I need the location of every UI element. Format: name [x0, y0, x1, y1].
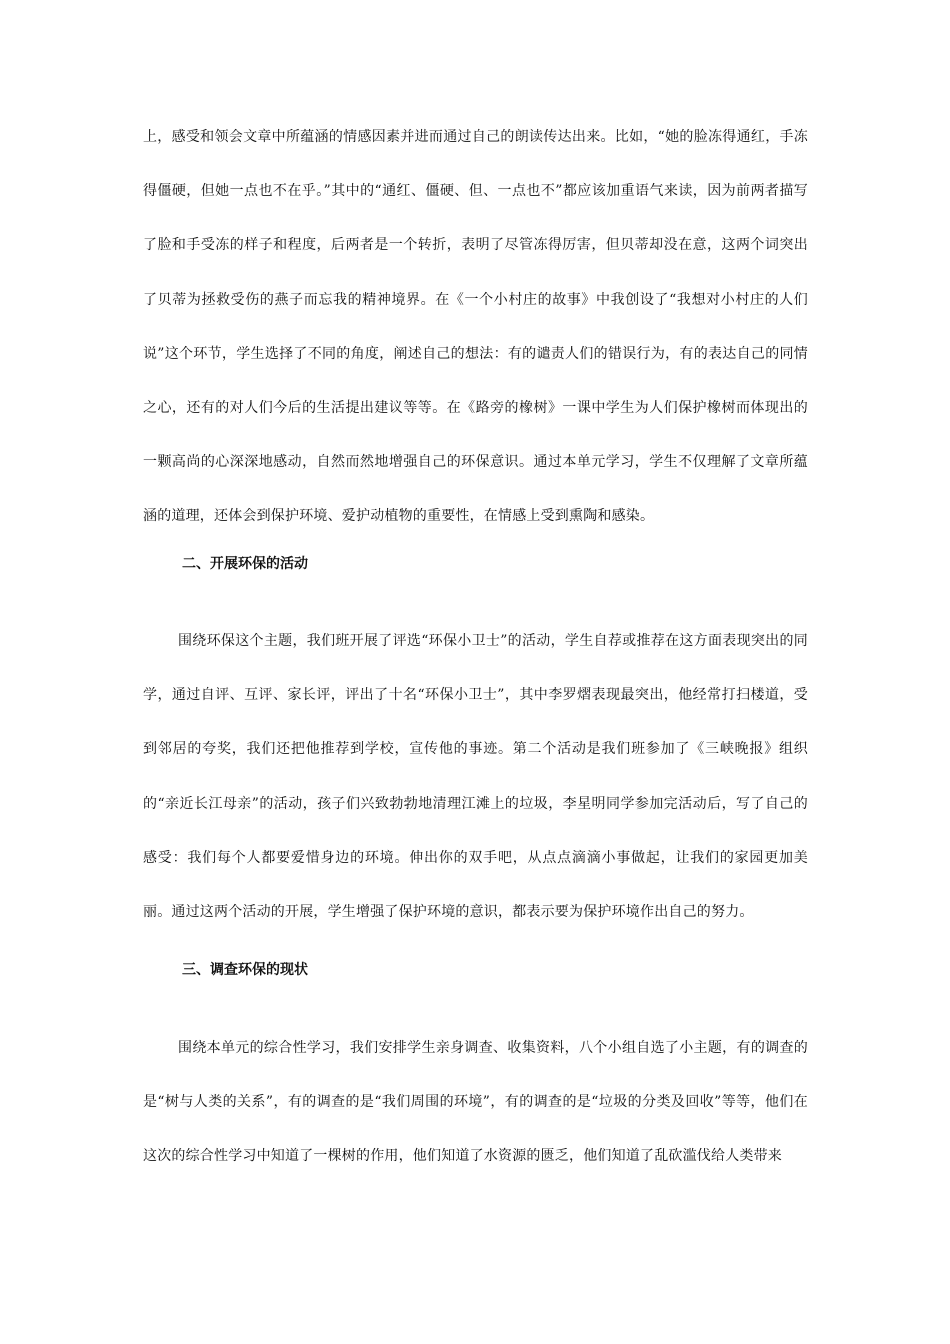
section-heading-3: 三、调查环保的现状: [182, 962, 308, 978]
body-paragraph-1: 上，感受和领会文章中所蕴涵的情感因素并进而通过自己的朗读传达出来。比如，“她的脸冻得通红，手冻得僵硬，但她一点也不在乎。”其中的“通红、僵硬、但、一点也不”都应该加重语气来读，因为前两者描写了脸和手受冻的样子和程度，后两者是一个转折，表明了尽管冻得厉害，但贝蒂却没在意，这两个词突出了贝蒂为拯救受伤的燕子而忘我的精神境界。在《一个小村庄的故事》中我创设了“我想对小村庄的人们说”这个环节，学生选择了不同的角度，阐述自己的想法：有的谴责人们的错误行为，有的表达自己的同情之心，还有的对人们今后的生活提出建议等等。在《路旁的橡树》一课中学生为人们保护橡树而体现出的一颗高尚的心深深地感动，自然而然地增强自己的环保意识。通过本单元学习，学生不仅理解了文章所蕴涵的道理，还体会到保护环境、爱护动植物的重要性，在情感上受到熏陶和感染。: [143, 129, 808, 525]
section-heading-2: 二、开展环保的活动: [182, 556, 308, 572]
body-paragraph-2: 围绕环保这个主题，我们班开展了评选“环保小卫士”的活动，学生自荐或推荐在这方面表现突出的同学，通过自评、互评、家长评，评出了十名“环保小卫士”，其中李罗熠表现最突出，他经常打扫楼道，受到邻居的夸奖，我们还把他推荐到学校，宣传他的事迹。第二个活动是我们班参加了《三峡晚报》组织的“亲近长江母亲”的活动，孩子们兴致勃勃地清理江滩上的垃圾，李星明同学参加完活动后，写了自己的感受：我们每个人都要爱惜身边的环境。伸出你的双手吧，从点点滴滴小事做起，让我们的家园更加美丽。通过这两个活动的开展，学生增强了保护环境的意识，都表示要为保护环境作出自己的努力。: [143, 633, 808, 921]
body-paragraph-3: 围绕本单元的综合性学习，我们安排学生亲身调查、收集资料，八个小组自选了小主题，有的调查的是“树与人类的关系”，有的调查的是“我们周围的环境”，有的调查的是“垃圾的分类及回收”等等，他们在这次的综合性学习中知道了一棵树的作用，他们知道了水资源的匮乏，他们知道了乱砍滥伐给人类带来: [143, 1040, 808, 1165]
